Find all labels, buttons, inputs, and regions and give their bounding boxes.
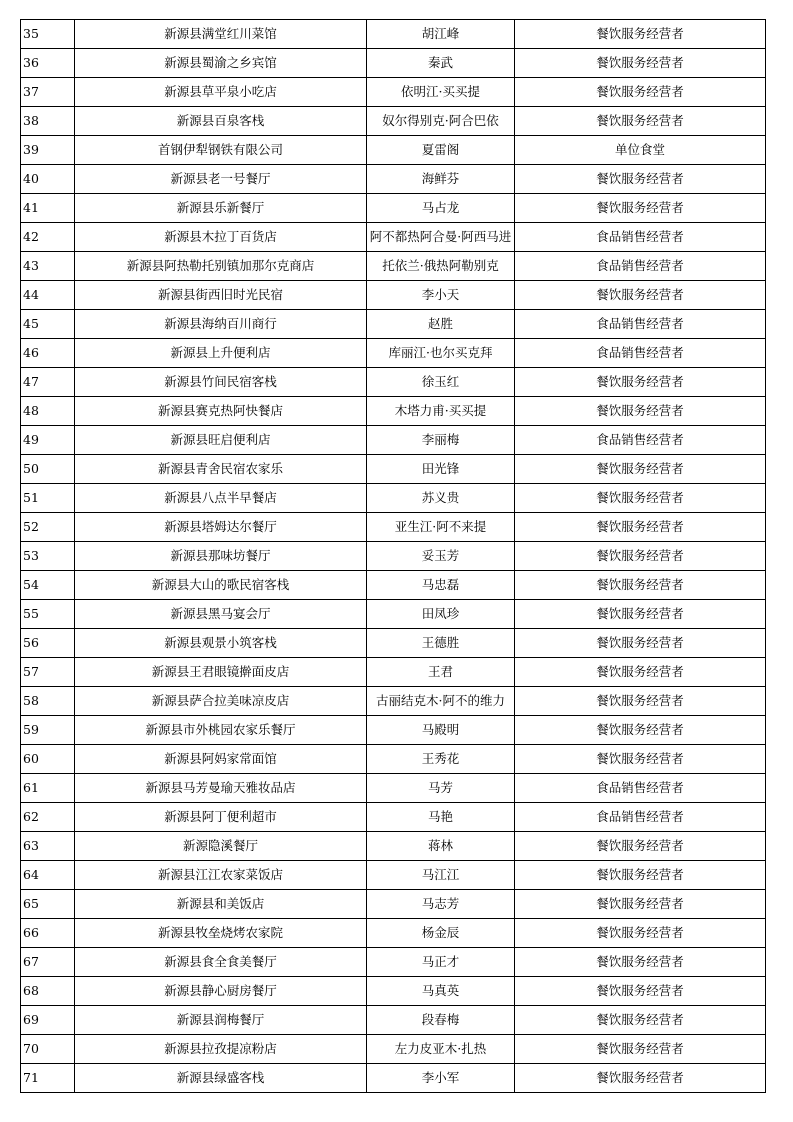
business-name-cell: 新源县草平泉小吃店 [75,78,367,107]
responsible-person-cell: 李丽梅 [367,426,515,455]
row-number-cell: 49 [21,426,75,455]
responsible-person-cell: 李小天 [367,281,515,310]
table-row [21,339,766,368]
responsible-person-cell: 徐玉红 [367,368,515,397]
business-name-cell: 新源县赛克热阿快餐店 [75,397,367,426]
row-number-cell: 66 [21,919,75,948]
business-category-cell: 餐饮服务经营者 [515,513,766,542]
business-name-cell: 新源县牧垒烧烤农家院 [75,919,367,948]
table-row [21,310,766,339]
responsible-person-cell: 段春梅 [367,1006,515,1035]
table-row [21,948,766,977]
business-name-cell: 新源县大山的歌民宿客栈 [75,571,367,600]
table-row [21,165,766,194]
business-name-cell: 新源县润梅餐厅 [75,1006,367,1035]
business-name-cell: 新源县蜀渝之乡宾馆 [75,49,367,78]
business-category-cell: 食品销售经营者 [515,803,766,832]
row-number-cell: 59 [21,716,75,745]
business-name-cell: 新源县食全食美餐厅 [75,948,367,977]
business-category-cell: 单位食堂 [515,136,766,165]
row-number-cell: 43 [21,252,75,281]
table-row [21,194,766,223]
table-row [21,716,766,745]
table-row [21,455,766,484]
table-row [21,1035,766,1064]
responsible-person-cell: 王秀花 [367,745,515,774]
table-row [21,397,766,426]
table-row [21,571,766,600]
row-number-cell: 62 [21,803,75,832]
responsible-person-cell: 马芳 [367,774,515,803]
business-name-cell: 新源县海纳百川商行 [75,310,367,339]
business-category-cell: 餐饮服务经营者 [515,832,766,861]
responsible-person-cell: 马江江 [367,861,515,890]
table-row [21,658,766,687]
business-category-cell: 餐饮服务经营者 [515,600,766,629]
responsible-person-cell: 阿不都热阿合曼·阿西马进 [367,223,515,252]
responsible-person-cell: 马正才 [367,948,515,977]
row-number-cell: 69 [21,1006,75,1035]
responsible-person-cell: 秦武 [367,49,515,78]
table-row [21,78,766,107]
business-name-cell: 新源县满堂红川菜馆 [75,20,367,49]
business-name-cell: 新源县拉孜提凉粉店 [75,1035,367,1064]
business-name-cell: 新源县老一号餐厅 [75,165,367,194]
table-row [21,368,766,397]
responsible-person-cell: 亚生江·阿不来提 [367,513,515,542]
roster-body [21,20,766,1093]
business-category-cell: 食品销售经营者 [515,310,766,339]
row-number-cell: 35 [21,20,75,49]
business-category-cell: 餐饮服务经营者 [515,571,766,600]
business-category-cell: 餐饮服务经营者 [515,107,766,136]
table-row [21,832,766,861]
responsible-person-cell: 苏义贵 [367,484,515,513]
business-name-cell: 新源县和美饭店 [75,890,367,919]
table-row [21,49,766,78]
business-category-cell: 餐饮服务经营者 [515,78,766,107]
business-name-cell: 新源县竹间民宿客栈 [75,368,367,397]
business-category-cell: 餐饮服务经营者 [515,629,766,658]
row-number-cell: 60 [21,745,75,774]
business-category-cell: 食品销售经营者 [515,774,766,803]
business-name-cell: 新源县阿妈家常面馆 [75,745,367,774]
table-row [21,774,766,803]
business-name-cell: 新源县王君眼镜擀面皮店 [75,658,367,687]
business-name-cell: 新源县静心厨房餐厅 [75,977,367,1006]
responsible-person-cell: 胡江峰 [367,20,515,49]
responsible-person-cell: 王君 [367,658,515,687]
business-name-cell: 首钢伊犁钢铁有限公司 [75,136,367,165]
row-number-cell: 53 [21,542,75,571]
responsible-person-cell: 田凤珍 [367,600,515,629]
row-number-cell: 47 [21,368,75,397]
business-category-cell: 餐饮服务经营者 [515,1035,766,1064]
business-category-cell: 餐饮服务经营者 [515,948,766,977]
business-name-cell: 新源隐溪餐厅 [75,832,367,861]
business-category-cell: 餐饮服务经营者 [515,658,766,687]
business-category-cell: 餐饮服务经营者 [515,484,766,513]
table-row [21,223,766,252]
business-name-cell: 新源县青舍民宿农家乐 [75,455,367,484]
row-number-cell: 57 [21,658,75,687]
responsible-person-cell: 海鲜芬 [367,165,515,194]
responsible-person-cell: 李小军 [367,1064,515,1093]
row-number-cell: 51 [21,484,75,513]
business-name-cell: 新源县八点半早餐店 [75,484,367,513]
business-category-cell: 餐饮服务经营者 [515,368,766,397]
business-name-cell: 新源县乐新餐厅 [75,194,367,223]
business-category-cell: 餐饮服务经营者 [515,281,766,310]
row-number-cell: 42 [21,223,75,252]
row-number-cell: 41 [21,194,75,223]
table-row [21,629,766,658]
responsible-person-cell: 左力皮亚木·扎热 [367,1035,515,1064]
row-number-cell: 67 [21,948,75,977]
business-name-cell: 新源县阿热勒托别镇加那尔克商店 [75,252,367,281]
responsible-person-cell: 赵胜 [367,310,515,339]
table-row [21,803,766,832]
business-category-cell: 餐饮服务经营者 [515,861,766,890]
table-row [21,484,766,513]
row-number-cell: 61 [21,774,75,803]
business-category-cell: 食品销售经营者 [515,223,766,252]
business-category-cell: 餐饮服务经营者 [515,49,766,78]
business-name-cell: 新源县市外桃园农家乐餐厅 [75,716,367,745]
responsible-person-cell: 夏雷阁 [367,136,515,165]
table-row [21,20,766,49]
responsible-person-cell: 王德胜 [367,629,515,658]
business-category-cell: 食品销售经营者 [515,426,766,455]
business-name-cell: 新源县百泉客栈 [75,107,367,136]
responsible-person-cell: 蒋林 [367,832,515,861]
row-number-cell: 55 [21,600,75,629]
table-row [21,919,766,948]
table-row [21,107,766,136]
responsible-person-cell: 妥玉芳 [367,542,515,571]
row-number-cell: 56 [21,629,75,658]
business-name-cell: 新源县观景小筑客栈 [75,629,367,658]
row-number-cell: 58 [21,687,75,716]
business-name-cell: 新源县上升便利店 [75,339,367,368]
business-category-cell: 餐饮服务经营者 [515,165,766,194]
table-row [21,687,766,716]
row-number-cell: 65 [21,890,75,919]
business-category-cell: 餐饮服务经营者 [515,455,766,484]
row-number-cell: 39 [21,136,75,165]
row-number-cell: 68 [21,977,75,1006]
business-name-cell: 新源县黑马宴会厅 [75,600,367,629]
business-name-cell: 新源县木拉丁百货店 [75,223,367,252]
responsible-person-cell: 木塔力甫·买买提 [367,397,515,426]
table-row [21,252,766,281]
business-name-cell: 新源县绿盛客栈 [75,1064,367,1093]
table-row [21,600,766,629]
row-number-cell: 50 [21,455,75,484]
business-name-cell: 新源县街西旧时光民宿 [75,281,367,310]
row-number-cell: 45 [21,310,75,339]
row-number-cell: 52 [21,513,75,542]
business-category-cell: 食品销售经营者 [515,339,766,368]
business-category-cell: 餐饮服务经营者 [515,1064,766,1093]
row-number-cell: 48 [21,397,75,426]
table-row [21,136,766,165]
table-row [21,513,766,542]
business-category-cell: 食品销售经营者 [515,252,766,281]
business-category-cell: 餐饮服务经营者 [515,1006,766,1035]
business-roster-table [20,19,766,1093]
responsible-person-cell: 马艳 [367,803,515,832]
responsible-person-cell: 田光锋 [367,455,515,484]
business-name-cell: 新源县阿丁便利超市 [75,803,367,832]
responsible-person-cell: 杨金辰 [367,919,515,948]
business-category-cell: 餐饮服务经营者 [515,397,766,426]
responsible-person-cell: 马忠磊 [367,571,515,600]
table-row [21,1064,766,1093]
business-category-cell: 餐饮服务经营者 [515,716,766,745]
business-name-cell: 新源县马芳曼瑜天雅妆品店 [75,774,367,803]
table-row [21,745,766,774]
row-number-cell: 37 [21,78,75,107]
business-name-cell: 新源县旺启便利店 [75,426,367,455]
row-number-cell: 71 [21,1064,75,1093]
table-row [21,1006,766,1035]
business-category-cell: 餐饮服务经营者 [515,890,766,919]
business-category-cell: 餐饮服务经营者 [515,20,766,49]
responsible-person-cell: 托依兰·俄热阿勒别克 [367,252,515,281]
business-category-cell: 餐饮服务经营者 [515,194,766,223]
table-row [21,542,766,571]
responsible-person-cell: 马殿明 [367,716,515,745]
business-name-cell: 新源县那味坊餐厅 [75,542,367,571]
business-category-cell: 餐饮服务经营者 [515,977,766,1006]
responsible-person-cell: 依明江·买买提 [367,78,515,107]
row-number-cell: 46 [21,339,75,368]
table-row [21,861,766,890]
row-number-cell: 54 [21,571,75,600]
row-number-cell: 40 [21,165,75,194]
business-category-cell: 餐饮服务经营者 [515,542,766,571]
row-number-cell: 44 [21,281,75,310]
table-row [21,890,766,919]
responsible-person-cell: 古丽结克木·阿不的维力 [367,687,515,716]
business-category-cell: 餐饮服务经营者 [515,687,766,716]
business-name-cell: 新源县萨合拉美味凉皮店 [75,687,367,716]
row-number-cell: 38 [21,107,75,136]
row-number-cell: 64 [21,861,75,890]
row-number-cell: 36 [21,49,75,78]
responsible-person-cell: 马志芳 [367,890,515,919]
business-name-cell: 新源县江江农家菜饭店 [75,861,367,890]
row-number-cell: 63 [21,832,75,861]
business-category-cell: 餐饮服务经营者 [515,919,766,948]
responsible-person-cell: 库丽江·也尔买克拜 [367,339,515,368]
row-number-cell: 70 [21,1035,75,1064]
business-name-cell: 新源县塔姆达尔餐厅 [75,513,367,542]
table-row [21,977,766,1006]
responsible-person-cell: 奴尔得别克·阿合巴依 [367,107,515,136]
responsible-person-cell: 马真英 [367,977,515,1006]
table-row [21,281,766,310]
table-row [21,426,766,455]
responsible-person-cell: 马占龙 [367,194,515,223]
business-category-cell: 餐饮服务经营者 [515,745,766,774]
